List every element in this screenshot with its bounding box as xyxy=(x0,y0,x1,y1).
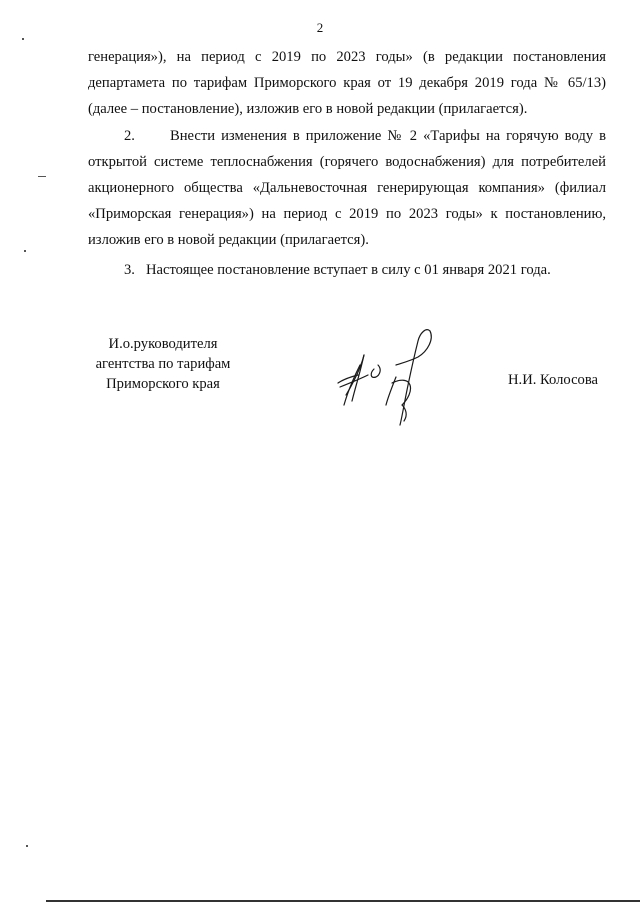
paragraph-continuation xyxy=(88,44,606,122)
paragraph-item-3 xyxy=(88,257,606,283)
paragraph-2-text: Внести изменения в приложение № 2 «Тарифы на горячую воду в открытой системе теплоснабжения (горячего водоснабжения) для потребителей акционерного общества «Дальневосточная генерирующая компания» (филиал «Приморская генерация») на период с 2019 по 2023 годы» к постановлению, изложив его в новой редакции (прилагается). xyxy=(88,128,606,248)
paragraph-3-number: 3. xyxy=(124,262,135,278)
margin-dot xyxy=(22,38,24,40)
paragraph-2 xyxy=(88,123,606,253)
page-number: 2 xyxy=(316,20,324,35)
paragraph-item-2 xyxy=(88,123,606,253)
signatory-name: Н.И. Колосова xyxy=(508,372,599,388)
page-bottom-edge xyxy=(46,900,640,902)
paragraph-2-number: 2. xyxy=(124,128,135,144)
signatory-title-line-1: И.о.руководителя xyxy=(108,336,218,352)
handwritten-signature xyxy=(330,325,440,435)
paragraph-3 xyxy=(88,257,606,283)
signatory-title-line-3: Приморского края xyxy=(106,376,220,392)
signatory-title-line-2: агентства по тарифам xyxy=(95,356,231,372)
paragraph-1-text: генерация»), на период с 2019 по 2023 годы» (в редакции постановления департамета по тарифам Приморского края от 19 декабря 2019 года № 65/13) (далее – постановление), изложив его в новой редакции (прилагается). xyxy=(88,49,606,117)
signatory-title-block xyxy=(78,334,248,394)
margin-dot xyxy=(26,845,28,847)
margin-dot xyxy=(24,250,26,252)
paragraph-3-text: Настоящее постановление вступает в силу с 01 января 2021 года. xyxy=(146,262,551,278)
margin-tick-mark xyxy=(38,176,46,177)
